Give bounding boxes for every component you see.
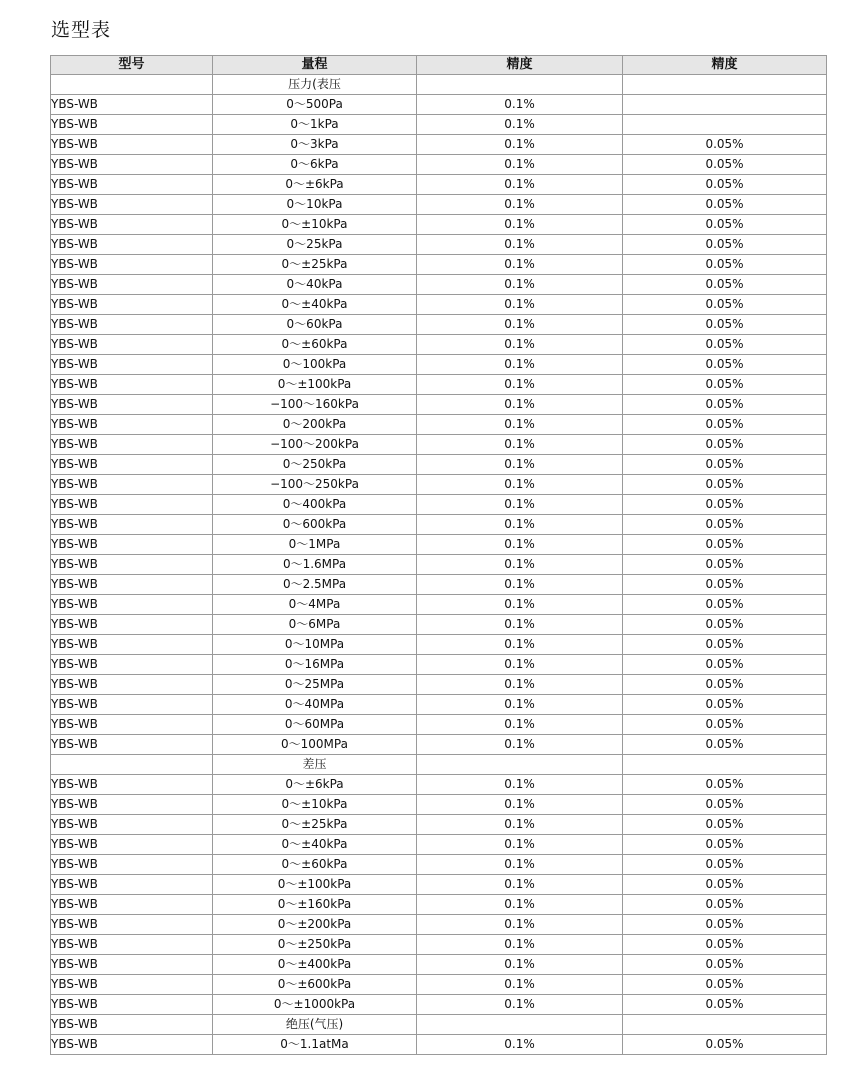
cell-accuracy: 0.1% [417,415,623,435]
cell-model: YBS-WB [51,975,213,995]
table-body [51,75,827,1055]
cell-accuracy-high: 0.05% [623,255,827,275]
cell-range: −100～160kPa [213,395,417,415]
table-row [51,735,827,755]
cell-model: YBS-WB [51,135,213,155]
cell-accuracy: 0.1% [417,655,623,675]
cell-model: YBS-WB [51,115,213,135]
cell-accuracy: 0.1% [417,275,623,295]
table-row [51,795,827,815]
table-row [51,95,827,115]
cell-range: 0～500Pa [213,95,417,115]
cell-range: 0～±60kPa [213,335,417,355]
cell-model: YBS-WB [51,215,213,235]
cell-model: YBS-WB [51,355,213,375]
cell-accuracy: 0.1% [417,895,623,915]
cell-accuracy-high: 0.05% [623,795,827,815]
cell-accuracy-high: 0.05% [623,555,827,575]
cell-accuracy: 0.1% [417,835,623,855]
cell-accuracy-high: 0.05% [623,535,827,555]
cell-range: 0～6MPa [213,615,417,635]
cell-model: YBS-WB [51,615,213,635]
cell-model: YBS-WB [51,655,213,675]
cell-accuracy-high: 0.05% [623,415,827,435]
cell-accuracy-high: 0.05% [623,435,827,455]
cell-accuracy-high: 0.05% [623,215,827,235]
table-row [51,275,827,295]
cell-accuracy-high [623,95,827,115]
table-row [51,595,827,615]
cell-accuracy-high [623,1015,827,1035]
table-row [51,1035,827,1055]
cell-model: YBS-WB [51,695,213,715]
cell-model: YBS-WB [51,575,213,595]
cell-range: 0～±25kPa [213,255,417,275]
cell-model: YBS-WB [51,495,213,515]
cell-model: YBS-WB [51,815,213,835]
table-row [51,255,827,275]
cell-accuracy: 0.1% [417,355,623,375]
cell-accuracy-high: 0.05% [623,575,827,595]
cell-accuracy-high: 0.05% [623,155,827,175]
cell-range: 0～3kPa [213,135,417,155]
column-header-model: 型号 [51,56,213,75]
table-row [51,995,827,1015]
cell-accuracy: 0.1% [417,195,623,215]
cell-model: YBS-WB [51,635,213,655]
cell-model: YBS-WB [51,995,213,1015]
cell-accuracy-high: 0.05% [623,915,827,935]
cell-accuracy: 0.1% [417,775,623,795]
cell-range: 0～±600kPa [213,975,417,995]
cell-model: YBS-WB [51,155,213,175]
table-row [51,855,827,875]
cell-range: 0～40kPa [213,275,417,295]
cell-model: YBS-WB [51,735,213,755]
cell-model: YBS-WB [51,955,213,975]
cell-model: YBS-WB [51,855,213,875]
cell-accuracy-high: 0.05% [623,515,827,535]
cell-accuracy-high: 0.05% [623,135,827,155]
cell-range: 0～100kPa [213,355,417,375]
cell-range: 0～2.5MPa [213,575,417,595]
cell-range: 0～4MPa [213,595,417,615]
table-row [51,535,827,555]
cell-accuracy: 0.1% [417,95,623,115]
table-row [51,155,827,175]
cell-range: 0～1.6MPa [213,555,417,575]
cell-range: 0～±40kPa [213,295,417,315]
cell-model: YBS-WB [51,175,213,195]
cell-accuracy: 0.1% [417,255,623,275]
cell-model: YBS-WB [51,295,213,315]
cell-accuracy-high: 0.05% [623,235,827,255]
cell-model: YBS-WB [51,455,213,475]
cell-range: 0～±100kPa [213,875,417,895]
cell-range: 0～25kPa [213,235,417,255]
cell-accuracy-high: 0.05% [623,315,827,335]
cell-accuracy: 0.1% [417,875,623,895]
cell-range: −100～250kPa [213,475,417,495]
cell-range: −100～200kPa [213,435,417,455]
selection-table [50,55,827,1055]
cell-range: 0～±60kPa [213,855,417,875]
table-row [51,115,827,135]
cell-accuracy: 0.1% [417,1035,623,1055]
cell-range: 0～1kPa [213,115,417,135]
cell-accuracy: 0.1% [417,155,623,175]
table-row [51,635,827,655]
cell-model: YBS-WB [51,535,213,555]
cell-range: 0～16MPa [213,655,417,675]
table-row [51,775,827,795]
cell-range: 0～6kPa [213,155,417,175]
cell-model: YBS-WB [51,335,213,355]
table-row [51,975,827,995]
cell-model: YBS-WB [51,555,213,575]
cell-model: YBS-WB [51,95,213,115]
section-row [51,1015,827,1035]
cell-accuracy-high: 0.05% [623,635,827,655]
cell-model: YBS-WB [51,1035,213,1055]
cell-range: 0～±6kPa [213,775,417,795]
cell-accuracy: 0.1% [417,795,623,815]
cell-accuracy-high: 0.05% [623,455,827,475]
cell-accuracy-high: 0.05% [623,395,827,415]
cell-range: 0～400kPa [213,495,417,515]
cell-range: 压力(表压 [213,75,417,95]
cell-accuracy: 0.1% [417,115,623,135]
cell-accuracy: 0.1% [417,395,623,415]
cell-accuracy-high: 0.05% [623,615,827,635]
cell-accuracy-high: 0.05% [623,335,827,355]
cell-accuracy: 0.1% [417,955,623,975]
cell-accuracy: 0.1% [417,695,623,715]
cell-model: YBS-WB [51,475,213,495]
cell-accuracy: 0.1% [417,595,623,615]
cell-model: YBS-WB [51,1015,213,1035]
table-row [51,175,827,195]
cell-range: 差压 [213,755,417,775]
cell-accuracy-high: 0.05% [623,355,827,375]
cell-range: 0～600kPa [213,515,417,535]
table-row [51,135,827,155]
cell-accuracy: 0.1% [417,735,623,755]
table-row [51,835,827,855]
cell-accuracy: 0.1% [417,995,623,1015]
cell-model: YBS-WB [51,515,213,535]
cell-model: YBS-WB [51,715,213,735]
cell-model [51,755,213,775]
cell-accuracy: 0.1% [417,535,623,555]
cell-accuracy: 0.1% [417,235,623,255]
cell-model: YBS-WB [51,595,213,615]
table-row [51,695,827,715]
table-row [51,215,827,235]
cell-range: 0～±10kPa [213,795,417,815]
cell-range: 0～100MPa [213,735,417,755]
cell-model: YBS-WB [51,775,213,795]
cell-model: YBS-WB [51,435,213,455]
cell-accuracy: 0.1% [417,575,623,595]
column-header-accuracy: 精度 [417,56,623,75]
cell-accuracy-high: 0.05% [623,655,827,675]
cell-accuracy-high [623,75,827,95]
cell-accuracy: 0.1% [417,215,623,235]
cell-range: 0～±1000kPa [213,995,417,1015]
cell-accuracy: 0.1% [417,375,623,395]
cell-accuracy: 0.1% [417,435,623,455]
cell-range: 0～±250kPa [213,935,417,955]
cell-range: 0～±40kPa [213,835,417,855]
cell-range: 绝压(气压) [213,1015,417,1035]
cell-range: 0～1.1atMa [213,1035,417,1055]
cell-accuracy: 0.1% [417,455,623,475]
table-row [51,615,827,635]
cell-accuracy: 0.1% [417,635,623,655]
table-row [51,675,827,695]
cell-accuracy-high: 0.05% [623,195,827,215]
cell-range: 0～40MPa [213,695,417,715]
cell-range: 0～±400kPa [213,955,417,975]
cell-accuracy: 0.1% [417,855,623,875]
table-row [51,395,827,415]
table-row [51,715,827,735]
cell-model: YBS-WB [51,875,213,895]
cell-accuracy-high: 0.05% [623,375,827,395]
cell-range: 0～±25kPa [213,815,417,835]
table-row [51,235,827,255]
cell-accuracy-high: 0.05% [623,735,827,755]
cell-model: YBS-WB [51,915,213,935]
table-row [51,195,827,215]
cell-range: 0～±160kPa [213,895,417,915]
cell-range: 0～1MPa [213,535,417,555]
table-row [51,435,827,455]
table-row [51,935,827,955]
table-row [51,355,827,375]
cell-accuracy-high: 0.05% [623,935,827,955]
cell-range: 0～25MPa [213,675,417,695]
cell-accuracy-high: 0.05% [623,855,827,875]
table-row [51,415,827,435]
cell-model: YBS-WB [51,675,213,695]
cell-model: YBS-WB [51,895,213,915]
cell-model: YBS-WB [51,275,213,295]
cell-accuracy: 0.1% [417,135,623,155]
cell-accuracy-high [623,755,827,775]
cell-range: 0～250kPa [213,455,417,475]
cell-accuracy-high: 0.05% [623,295,827,315]
cell-accuracy: 0.1% [417,495,623,515]
cell-model: YBS-WB [51,415,213,435]
cell-accuracy-high: 0.05% [623,955,827,975]
cell-range: 0～±200kPa [213,915,417,935]
cell-accuracy-high: 0.05% [623,675,827,695]
cell-accuracy-high: 0.05% [623,695,827,715]
table-row [51,875,827,895]
cell-range: 0～10kPa [213,195,417,215]
cell-range: 0～10MPa [213,635,417,655]
cell-accuracy-high: 0.05% [623,975,827,995]
cell-accuracy: 0.1% [417,515,623,535]
cell-model: YBS-WB [51,315,213,335]
table-row [51,575,827,595]
cell-accuracy [417,1015,623,1035]
cell-accuracy: 0.1% [417,315,623,335]
table-row [51,555,827,575]
table-row [51,475,827,495]
cell-model: YBS-WB [51,255,213,275]
cell-accuracy-high: 0.05% [623,1035,827,1055]
cell-accuracy: 0.1% [417,335,623,355]
cell-accuracy: 0.1% [417,295,623,315]
cell-accuracy-high: 0.05% [623,715,827,735]
cell-model: YBS-WB [51,195,213,215]
cell-accuracy: 0.1% [417,675,623,695]
cell-accuracy-high: 0.05% [623,875,827,895]
table-row [51,495,827,515]
cell-model [51,75,213,95]
cell-model: YBS-WB [51,235,213,255]
table-row [51,375,827,395]
cell-model: YBS-WB [51,835,213,855]
column-header-accuracy-high: 精度 [623,56,827,75]
cell-model: YBS-WB [51,795,213,815]
cell-accuracy-high: 0.05% [623,275,827,295]
cell-accuracy-high: 0.05% [623,895,827,915]
cell-accuracy: 0.1% [417,975,623,995]
cell-accuracy [417,75,623,95]
cell-model: YBS-WB [51,375,213,395]
cell-accuracy: 0.1% [417,555,623,575]
cell-range: 0～±100kPa [213,375,417,395]
cell-accuracy-high [623,115,827,135]
cell-accuracy: 0.1% [417,175,623,195]
cell-accuracy: 0.1% [417,815,623,835]
table-row [51,895,827,915]
section-row [51,75,827,95]
column-header-range: 量程 [213,56,417,75]
table-row [51,315,827,335]
table-row [51,955,827,975]
cell-accuracy-high: 0.05% [623,815,827,835]
cell-accuracy-high: 0.05% [623,175,827,195]
cell-model: YBS-WB [51,395,213,415]
cell-accuracy [417,755,623,775]
cell-range: 0～±6kPa [213,175,417,195]
cell-range: 0～60kPa [213,315,417,335]
cell-accuracy-high: 0.05% [623,595,827,615]
cell-accuracy: 0.1% [417,935,623,955]
cell-accuracy: 0.1% [417,715,623,735]
table-row [51,515,827,535]
cell-accuracy-high: 0.05% [623,775,827,795]
section-row [51,755,827,775]
cell-accuracy: 0.1% [417,615,623,635]
cell-range: 0～±10kPa [213,215,417,235]
table-row [51,455,827,475]
cell-accuracy-high: 0.05% [623,475,827,495]
table-row [51,815,827,835]
table-row [51,915,827,935]
cell-accuracy-high: 0.05% [623,995,827,1015]
cell-accuracy: 0.1% [417,475,623,495]
cell-accuracy-high: 0.05% [623,495,827,515]
table-row [51,655,827,675]
table-row [51,295,827,315]
cell-range: 0～200kPa [213,415,417,435]
cell-range: 0～60MPa [213,715,417,735]
cell-accuracy: 0.1% [417,915,623,935]
table-row [51,335,827,355]
cell-accuracy-high: 0.05% [623,835,827,855]
page-title: 选型表 [51,19,112,41]
cell-model: YBS-WB [51,935,213,955]
table-header-row [51,56,827,75]
